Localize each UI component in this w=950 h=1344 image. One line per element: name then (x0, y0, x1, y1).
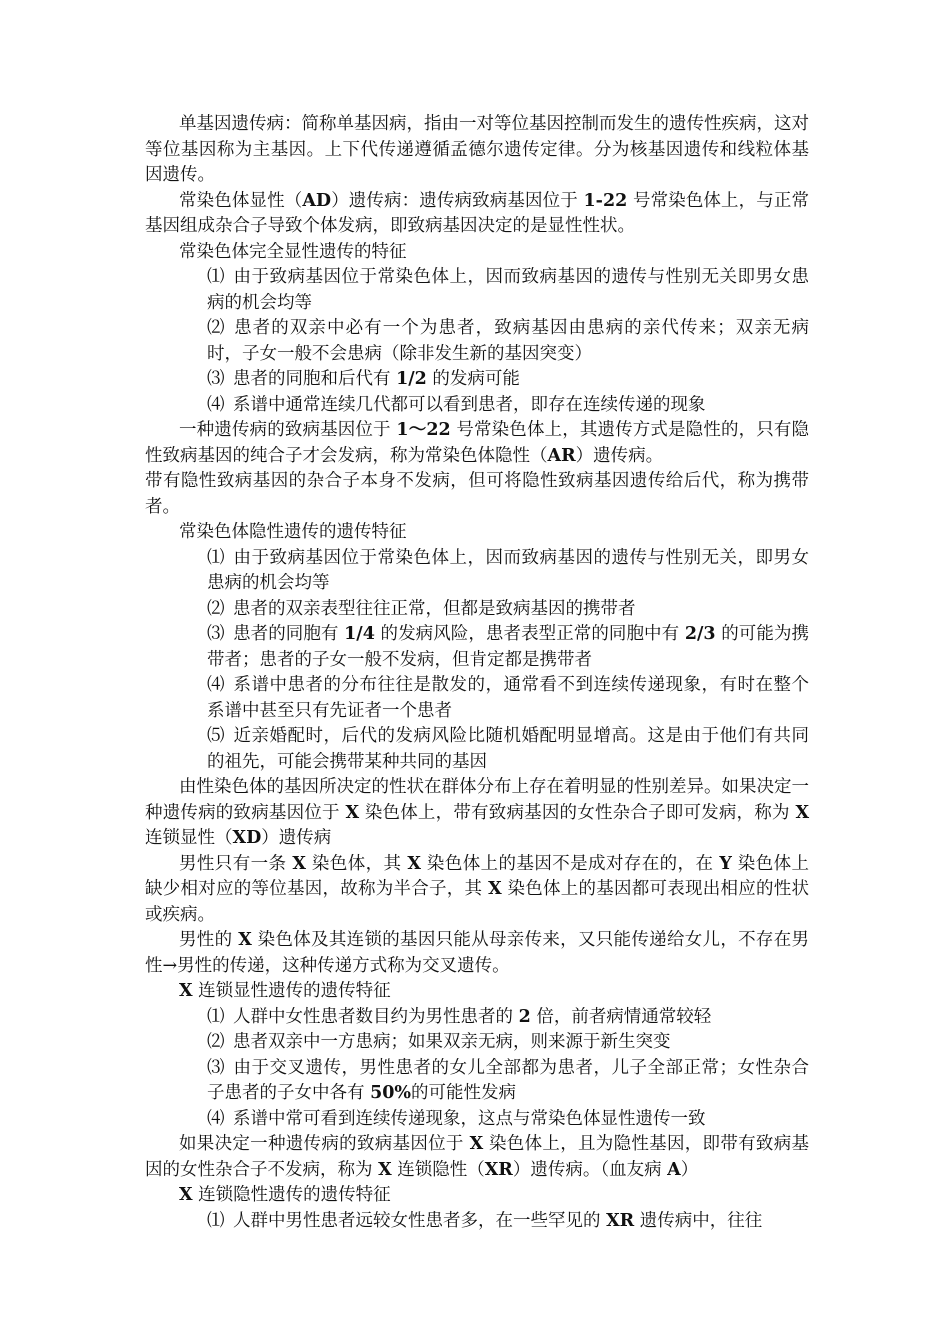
paragraph (145, 1132, 809, 1183)
text-run: 的可能性发病 (411, 1083, 517, 1103)
text-run: 染色体及其连锁的基因只能从母亲传来，又只能传递给女儿，不存在男性→男性的传递，这种传递方式称为交叉遗传。 (145, 930, 809, 976)
text-run: 系谱中通常连续几代都可以看到患者，即存在连续传递的现象 (233, 394, 706, 415)
list-item-number: ⑷ (207, 394, 225, 415)
list-item (207, 1030, 809, 1056)
list-item (207, 316, 809, 367)
bold-text: 1/4 (344, 624, 375, 644)
text-run: 单基因遗传病：简称单基因病，指由一对等位基因控制而发生的遗传性疾病，这对等位基因称为主基因。上下代传递遵循孟德尔遗传定律。分为核基因遗传和线粒体基因遗传。 (145, 114, 809, 185)
list-item-number: ⑶ (207, 624, 225, 644)
text-run: 患者双亲中一方患病；如果双亲无病，则来源于新生突变 (233, 1032, 671, 1052)
list-item-number: ⑴ (207, 1210, 225, 1231)
list-item (207, 1005, 809, 1031)
text-run: 染色体上的基因不是成对存在的，在 (420, 853, 720, 874)
list-item-number: ⑵ (207, 1032, 225, 1052)
list-item (207, 673, 809, 724)
text-run: 系谱中患者的分布往往是散发的，通常看不到连续传递现象，有时在整个系谱中甚至只有先证者一个患者 (207, 675, 809, 721)
list-item-number: ⑴ (207, 267, 225, 287)
list-item-number: ⑶ (207, 369, 225, 389)
list-item (207, 1056, 809, 1107)
paragraph (145, 928, 809, 979)
text-run: 男性只有一条 (179, 853, 293, 874)
text-run: ）遗传病。（血友病 (512, 1159, 668, 1180)
bold-text: XR (484, 1159, 513, 1180)
bold-text: X (488, 879, 502, 899)
bold-text: A (667, 1159, 681, 1180)
text-run: 患者的双亲表型往往正常，但都是致病基因的携带者 (233, 598, 636, 619)
text-run: 染色体上，且为隐性基因，即带有致病基因的女性杂合子不发病，称为 (145, 1134, 810, 1180)
text-run: 患者的双亲中必有一个为患者，致病基因由患病的亲代传来；双亲无病时，子女一般不会患病（除非发生新的基因突变） (207, 318, 809, 364)
text-run: 常染色体隐性遗传的遗传特征 (179, 522, 407, 542)
list-item-number: ⑷ (207, 675, 225, 695)
text-run: 由性染色体的基因所决定的性状在群体分布上存在着明显的性别差异。如果决定一种遗传病的致病基因位于 (145, 777, 809, 823)
text-run: ） (680, 1159, 699, 1180)
list-item (207, 724, 809, 775)
text-run: 染色体上的基因都可表现出相应的性状或疾病。 (145, 879, 810, 925)
document-page (145, 112, 809, 1234)
text-run: 带有隐性致病基因的杂合子本身不发病，但可将隐性致病基因遗传给后代，称为携带者。 (145, 471, 809, 517)
list-item (207, 597, 809, 623)
bold-text: XR (606, 1210, 635, 1231)
list-item-number: ⑷ (207, 1108, 225, 1129)
bold-text: X (795, 802, 810, 823)
bold-text: XD (232, 828, 262, 848)
text-run: 由于交叉遗传，男性患者的女儿全部都为患者，儿子全部正常；女性杂合子患者的子女中各有 (207, 1057, 809, 1103)
bold-text: 1/2 (396, 369, 427, 389)
text-run: ）遗传病。 (575, 445, 664, 466)
section-heading (145, 520, 809, 546)
text-run: 染色体上，带有致病基因的女性杂合子即可发病，称为 (359, 802, 796, 823)
list-item-number: ⑵ (207, 318, 225, 338)
bold-text: 2 (518, 1006, 531, 1027)
list-item (207, 1209, 809, 1235)
text-run: 系谱中常可看到连续传递现象，这点与常染色体显性遗传一致 (233, 1108, 706, 1129)
section-heading (145, 979, 809, 1005)
section-heading (145, 1183, 809, 1209)
list-item (207, 265, 809, 316)
paragraph (145, 775, 809, 852)
bold-text: X (469, 1134, 484, 1154)
text-run: 连锁隐性（ (391, 1159, 485, 1180)
paragraph (145, 852, 809, 929)
paragraph (145, 418, 809, 469)
text-run: 连锁隐性遗传的遗传特征 (192, 1185, 391, 1205)
text-run: 男性的 (179, 930, 239, 950)
bold-text: X (292, 853, 306, 874)
bold-text: AD (302, 190, 332, 211)
bold-text: 2/3 (684, 624, 716, 644)
text-run: 连锁显性遗传的遗传特征 (192, 981, 391, 1001)
text-run: 由于致病基因位于常染色体上，因而致病基因的遗传与性别无关即男女患病的机会均等 (207, 267, 809, 313)
text-run: 号常染色体上，其遗传方式是隐性的，只有隐性致病基因的纯合子才会发病，称为常染色体隐性（ (145, 420, 810, 466)
list-item (207, 393, 809, 419)
list-item-number: ⑴ (207, 547, 225, 568)
paragraph (145, 189, 809, 240)
text-run: 倍，前者病情通常较轻 (530, 1006, 712, 1027)
text-run: 常染色体显性（ (179, 190, 303, 211)
text-run: 遗传病中，往往 (634, 1210, 763, 1231)
list-item (207, 367, 809, 393)
bold-text: AR (547, 445, 576, 466)
list-item-number: ⑴ (207, 1006, 225, 1027)
bold-text: X (378, 1159, 392, 1180)
text-run: 常染色体完全显性遗传的特征 (179, 241, 407, 262)
text-run: 人群中男性患者远较女性患者多，在一些罕见的 (233, 1210, 607, 1231)
text-run: 号常染色体上，与正常基因组成杂合子导致个体发病，即致病基因决定的是显性性状。 (145, 190, 810, 236)
list-item-number: ⑸ (207, 726, 225, 746)
bold-text: X (407, 853, 421, 874)
text-run: 染色体上缺少相对应的等位基因，故称为半合子，其 (145, 853, 809, 899)
bold-text: 50% (370, 1083, 412, 1103)
list-item (207, 546, 809, 597)
bold-text: X (238, 930, 252, 950)
bold-text: X (345, 802, 360, 823)
bold-text: 1～22 (396, 420, 451, 440)
paragraph (145, 469, 809, 520)
list-item (207, 622, 809, 673)
text-run: 人群中女性患者数目约为男性患者的 (233, 1006, 519, 1027)
text-run: ）遗传病：遗传病致病基因位于 (331, 190, 584, 211)
bold-text: Y (719, 853, 732, 874)
text-run: 的发病可能 (426, 369, 520, 389)
bold-text: 1-22 (583, 190, 628, 211)
list-item-number: ⑵ (207, 598, 225, 619)
text-run: ）遗传病 (261, 828, 332, 848)
list-item (207, 1107, 809, 1133)
text-run: 的可能为携带者；患者的子女一般不发病，但肯定都是携带者 (207, 624, 810, 670)
text-run: 近亲婚配时，后代的发病风险比随机婚配明显增高。这是由于他们有共同的祖先，可能会携带某种共同的基因 (207, 726, 809, 772)
section-heading (145, 240, 809, 266)
text-run: 如果决定一种遗传病的致病基因位于 (179, 1134, 470, 1154)
text-run: 染色体，其 (305, 853, 408, 874)
text-run: 患者的同胞和后代有 (233, 369, 397, 389)
paragraph (145, 112, 809, 189)
text-run: 连锁显性（ (145, 828, 233, 848)
bold-text: X (179, 981, 193, 1001)
text-run: 由于致病基因位于常染色体上，因而致病基因的遗传与性别无关，即男女患病的机会均等 (207, 547, 809, 593)
text-run: 的发病风险，患者表型正常的同胞中有 (374, 624, 685, 644)
text-run: 一种遗传病的致病基因位于 (179, 420, 397, 440)
bold-text: X (179, 1185, 193, 1205)
text-run: 患者的同胞有 (233, 624, 345, 644)
list-item-number: ⑶ (207, 1057, 225, 1078)
